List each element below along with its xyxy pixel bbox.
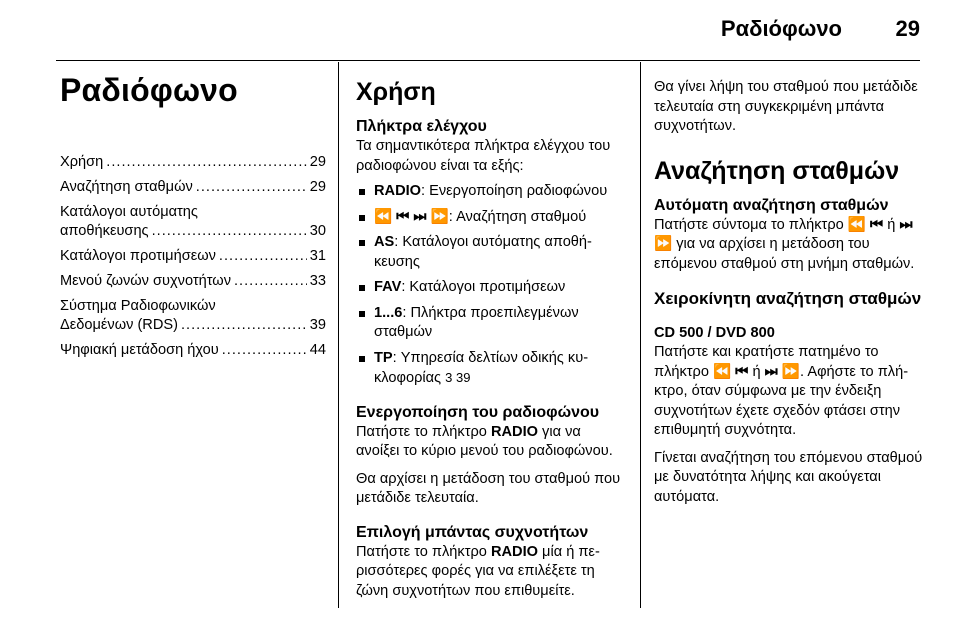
bullet-fav: FAV: Κατάλογοι προτιμήσεων bbox=[356, 278, 628, 298]
chapter-title: Ραδιόφωνο bbox=[60, 72, 238, 108]
bullet-radio: RADIO: Ενεργοποίηση ραδιοφώνου bbox=[356, 182, 628, 202]
toc-entry[interactable]: Κατάλογοι προτιμήσεων ..... 31 bbox=[60, 247, 326, 266]
heading-controls: Πλήκτρα ελέγχου bbox=[356, 118, 487, 135]
column-2 bbox=[356, 62, 628, 601]
heading-activate: Ενεργοποίηση του ραδιοφώνου bbox=[356, 403, 600, 421]
paragraph-band: Πατήστε το πλήκτρο RADIO μία ή περισσότερες φορές για να επιλέξετε τη ζώνη συχνοτήτων που επιθυμείτε. bbox=[356, 543, 600, 599]
bullet-presets: 1...6: Πλήκτρα προεπιλεγμένων σταθμών bbox=[356, 304, 628, 343]
paragraph-manual-search-2: Γίνεται αναζήτηση του επόμενου σταθμού με δυνατότητα λήψης και ακούγεται αυτόματα. bbox=[654, 449, 923, 505]
bullet-as: AS: Κατάλογοι αυτόματης αποθήκευσης bbox=[356, 233, 628, 272]
column-1 bbox=[60, 62, 326, 366]
column-divider-2 bbox=[640, 62, 641, 608]
section-title-usage: Χρήση bbox=[356, 78, 436, 106]
bullet-seek: ⏪ ⏮ ⏭ ⏩: Αναζήτηση σταθμού bbox=[356, 208, 628, 228]
heading-band: Επιλογή μπάντας συχνοτήτων bbox=[356, 523, 589, 541]
paragraph-manual-search: Πατήστε και κρατήστε πατημένο το πλήκτρο ⏪ ⏮ ή ⏭ ⏩. Αφήστε το πλήκτρο, όταν σύμφωνα με την ένδειξη συχνοτήτων έχετε σχεδόν φτάσει στην επιθυμητή συχνότητα. bbox=[654, 344, 909, 438]
toc-entry[interactable]: Αναζήτηση σταθμών ..... 29 bbox=[60, 178, 326, 197]
toc-entry[interactable]: Σύστημα Ραδιοφωνικών Δεδομένων (RDS) ..... 39 bbox=[60, 297, 326, 335]
paragraph-activate: Πατήστε το πλήκτρο RADIO για να ανοίξει το κύριο μενού του ραδιοφώνου. bbox=[356, 423, 613, 459]
toc-entry[interactable]: Ψηφιακή μετάδοση ήχου ..... 44 bbox=[60, 341, 326, 360]
bullet-tp: TP: Υπηρεσία δελτίων οδικής κυκλοφορίας 3 39 bbox=[356, 349, 628, 389]
column-divider-1 bbox=[338, 62, 339, 608]
column-3 bbox=[654, 62, 926, 507]
page-header-title: Ραδιόφωνο bbox=[720, 16, 842, 41]
toc-entry[interactable]: Χρήση ..... 29 bbox=[60, 153, 326, 172]
toc-entry[interactable]: Μενού ζωνών συχνοτήτων ..... 33 bbox=[60, 272, 326, 291]
heading-manual-search: Χειροκίνητη αναζήτηση σταθμών bbox=[654, 289, 922, 308]
paragraph-activate-2: Θα αρχίσει η μετάδοση του σταθμού που μετάδιδε τελευταία. bbox=[356, 470, 621, 506]
toc-entry[interactable]: Κατάλογοι αυτόματης αποθήκευσης ..... 30 bbox=[60, 203, 326, 241]
heading-model: CD 500 / DVD 800 bbox=[654, 325, 775, 341]
header-rule bbox=[56, 60, 920, 61]
paragraph-continued: Θα γίνει λήψη του σταθμού που μετάδιδε τελευταία στη συγκεκριμένη μπάντα συχνοτήτων. bbox=[654, 79, 918, 134]
page-number: 29 bbox=[895, 16, 920, 41]
page-ref[interactable]: 3 39 bbox=[445, 370, 471, 385]
table-of-contents bbox=[60, 153, 326, 360]
paragraph-controls: Τα σημαντικότερα πλήκτρα ελέγχου του ραδιοφώνου είναι τα εξής: bbox=[356, 138, 611, 174]
section-title-search: Αναζήτηση σταθμών bbox=[654, 156, 900, 185]
paragraph-auto-search: Πατήστε σύντομα το πλήκτρο ⏪ ⏮ ή ⏭ ⏩ για να αρχίσει η μετάδοση του επόμενου σταθμού στη μνήμη σταθμών. bbox=[654, 216, 915, 272]
heading-auto-search: Αυτόματη αναζήτηση σταθμών bbox=[654, 196, 889, 214]
